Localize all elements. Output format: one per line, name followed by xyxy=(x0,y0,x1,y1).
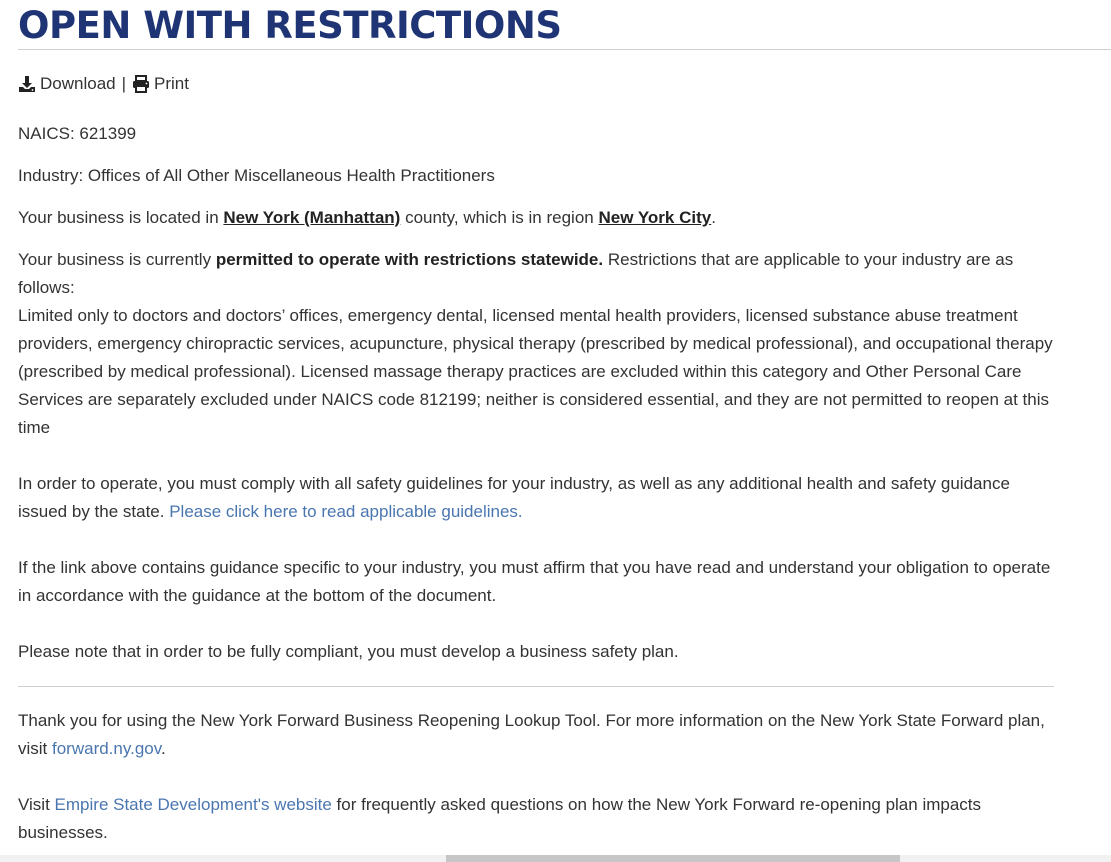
location-statement xyxy=(18,204,1058,232)
guidelines-statement xyxy=(18,470,1058,526)
action-bar xyxy=(18,72,1111,96)
status-prefix: Your business is currently xyxy=(18,250,216,269)
thanks-statement xyxy=(18,707,1058,763)
action-separator: | xyxy=(121,74,127,93)
region-link[interactable]: New York City xyxy=(598,208,712,227)
print-label: Print xyxy=(154,74,189,93)
section-divider xyxy=(18,686,1054,687)
location-suffix: . xyxy=(711,208,716,227)
spacer xyxy=(18,526,1111,554)
safety-plan-statement: Please note that in order to be fully compliant, you must develop a business safety plan. xyxy=(18,642,679,661)
visit-statement xyxy=(18,791,1058,847)
print-button[interactable] xyxy=(132,73,189,95)
page-title: OPEN WITH RESTRICTIONS xyxy=(18,0,1111,50)
county-link[interactable]: New York (Manhattan) xyxy=(223,208,401,227)
thanks-suffix: . xyxy=(160,739,166,758)
visit-suffix: for frequently asked questions on how the New York Forward re-opening plan impacts businesses. xyxy=(18,795,982,842)
status-statement xyxy=(18,246,1058,302)
status-suffix: Restrictions that are applicable to your industry are as follows: xyxy=(18,250,1014,297)
industry-name: Industry: Offices of All Other Miscellaneous Health Practitioners xyxy=(18,166,495,185)
affirm-statement: If the link above contains guidance specific to your industry, you must affirm that you have read and understand your obligation to operate in accordance with the guidance at the bottom of the document. xyxy=(18,558,1051,605)
download-label: Download xyxy=(40,74,116,93)
printer-icon xyxy=(132,75,150,93)
thanks-text: Thank you for using the New York Forward Business Reopening Lookup Tool. For more information on the New York State Forward plan, visit xyxy=(18,711,1045,758)
spacer xyxy=(18,763,1111,791)
page-content xyxy=(18,0,1111,847)
spacer xyxy=(18,610,1111,638)
spacer xyxy=(18,442,1111,470)
esd-website-link[interactable]: Empire State Development's website xyxy=(54,795,332,814)
naics-code: NAICS: 621399 xyxy=(18,124,137,143)
download-icon xyxy=(18,75,36,93)
scrollbar-thumb[interactable] xyxy=(446,855,900,862)
status-bold: permitted to operate with restrictions statewide. xyxy=(215,250,604,269)
download-button[interactable] xyxy=(18,73,116,95)
location-middle: county, which is in region xyxy=(400,208,599,227)
guidelines-text: In order to operate, you must comply with all safety guidelines for your industry, as well as any additional health and safety guidance issued by the state. xyxy=(18,474,1010,521)
guidelines-link[interactable]: Please click here to read applicable guidelines. xyxy=(169,502,523,521)
location-prefix: Your business is located in xyxy=(18,208,224,227)
restrictions-text: Limited only to doctors and doctors’ offices, emergency dental, licensed mental health providers, licensed substance abuse treatment providers, emergency chiropractic services, acupuncture, physical therapy (prescribed by medical professional), and occupational therapy (prescribed by medical professional). Licensed massage therapy practices are excluded within this category and Other Personal Care Services are separately excluded under NAICS code 812199; neither is considered essential, and they are not permitted to reopen at this time xyxy=(18,306,1053,437)
visit-prefix: Visit xyxy=(18,795,55,814)
forward-ny-link[interactable]: forward.ny.gov xyxy=(52,739,161,758)
